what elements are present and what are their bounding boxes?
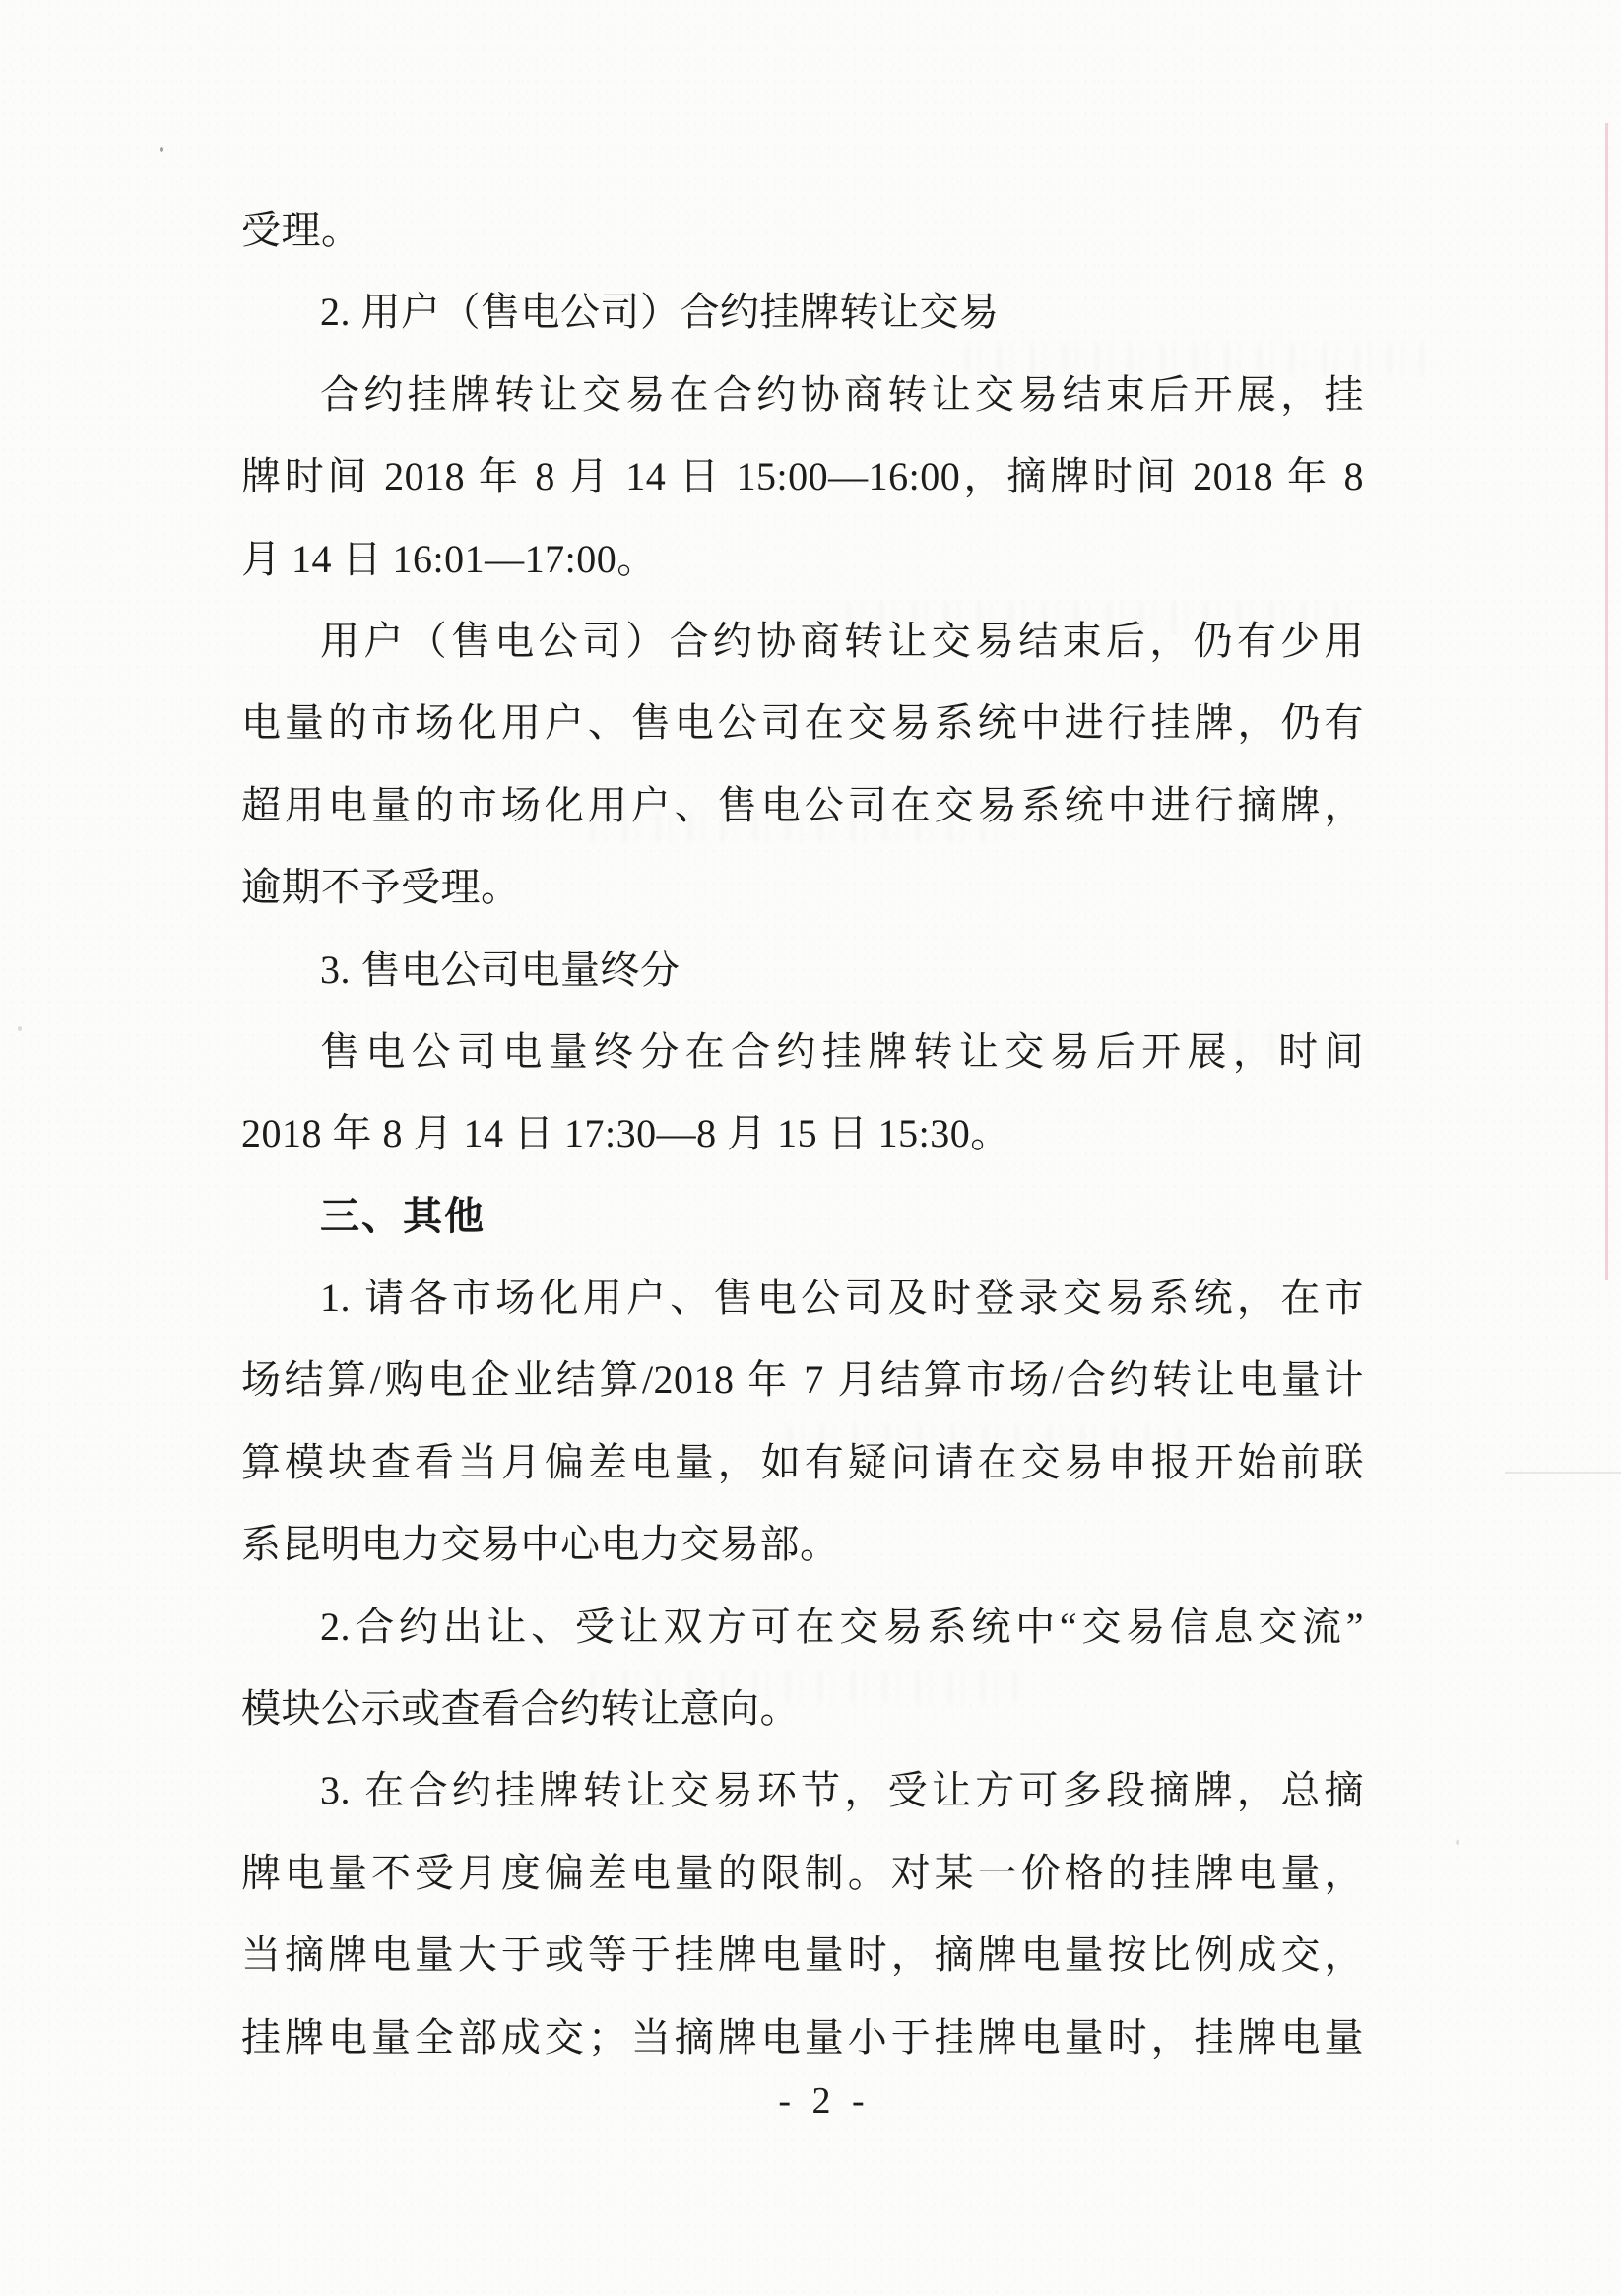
text-line: 逾期不予受理。 xyxy=(241,865,521,910)
text-line: 月 14 日 16:01—17:00。 xyxy=(241,536,657,581)
bleedthrough-artifact xyxy=(847,601,1359,634)
text-line: 牌时间 2018 年 8 月 14 日 15:00—16:00，摘牌时间 2018 年 8 xyxy=(241,454,1364,499)
scan-line-artifact xyxy=(1505,1472,1621,1474)
text-line: 合约挂牌转让交易在合约协商转让交易结束后开展，挂 xyxy=(320,371,1364,417)
text-line: 2. 用户（售电公司）合约挂牌转让交易 xyxy=(320,290,1000,335)
text-line: 挂牌电量全部成交；当摘牌电量小于挂牌电量时，挂牌电量 xyxy=(241,2014,1364,2060)
text-line: 受理。 xyxy=(241,208,361,252)
text-line: 售电公司电量终分在合约挂牌转让交易后开展，时间 xyxy=(320,1028,1364,1074)
bleedthrough-artifact xyxy=(847,1030,1369,1064)
text-line: 2.合约出让、受让双方可在交易系统中“交易信息交流” xyxy=(320,1604,1364,1649)
scan-speck xyxy=(18,1026,22,1031)
text-line: 电量的市场化用户、售电公司在交易系统中进行挂牌，仍有 xyxy=(241,700,1364,746)
text-line: 超用电量的市场化用户、售电公司在交易系统中进行摘牌， xyxy=(241,782,1364,827)
page-number: - 2 - xyxy=(778,2080,871,2122)
text-line: 1. 请各市场化用户、售电公司及时登录交易系统，在市 xyxy=(320,1276,1364,1321)
text-line: 场结算/购电企业结算/2018 年 7 月结算市场/合约转让电量计 xyxy=(241,1357,1364,1403)
text-line: 当摘牌电量大于或等于挂牌电量时，摘牌电量按比例成交， xyxy=(241,1933,1364,1978)
text-line: 3. 售电公司电量终分 xyxy=(320,947,681,992)
text-line: 模块公示或查看合约转让意向。 xyxy=(241,1686,800,1732)
section-heading: 三、其他 xyxy=(320,1193,486,1238)
bleedthrough-artifact xyxy=(591,1671,1024,1704)
bleedthrough-artifact xyxy=(965,343,1428,376)
text-line: 牌电量不受月度偏差电量的限制。对某一价格的挂牌电量， xyxy=(241,1850,1364,1895)
text-line: 算模块查看当月偏差电量，如有疑问请在交易申报开始前联 xyxy=(241,1439,1364,1484)
bleedthrough-artifact xyxy=(591,810,1014,843)
scan-speck xyxy=(160,147,163,152)
scan-speck xyxy=(1456,1840,1459,1845)
text-line: 3. 在合约挂牌转让交易环节，受让方可多段摘牌，总摘 xyxy=(320,1768,1364,1813)
text-line: 系昆明电力交易中心电力交易部。 xyxy=(241,1522,840,1567)
text-line: 2018 年 8 月 14 日 17:30—8 月 15 日 15:30。 xyxy=(241,1111,1010,1156)
bleedthrough-artifact xyxy=(788,1424,1192,1458)
text-line: 用户（售电公司）合约协商转让交易结束后，仍有少用 xyxy=(320,618,1364,663)
scan-edge-line xyxy=(1605,123,1608,1280)
document-body xyxy=(241,189,1364,2078)
